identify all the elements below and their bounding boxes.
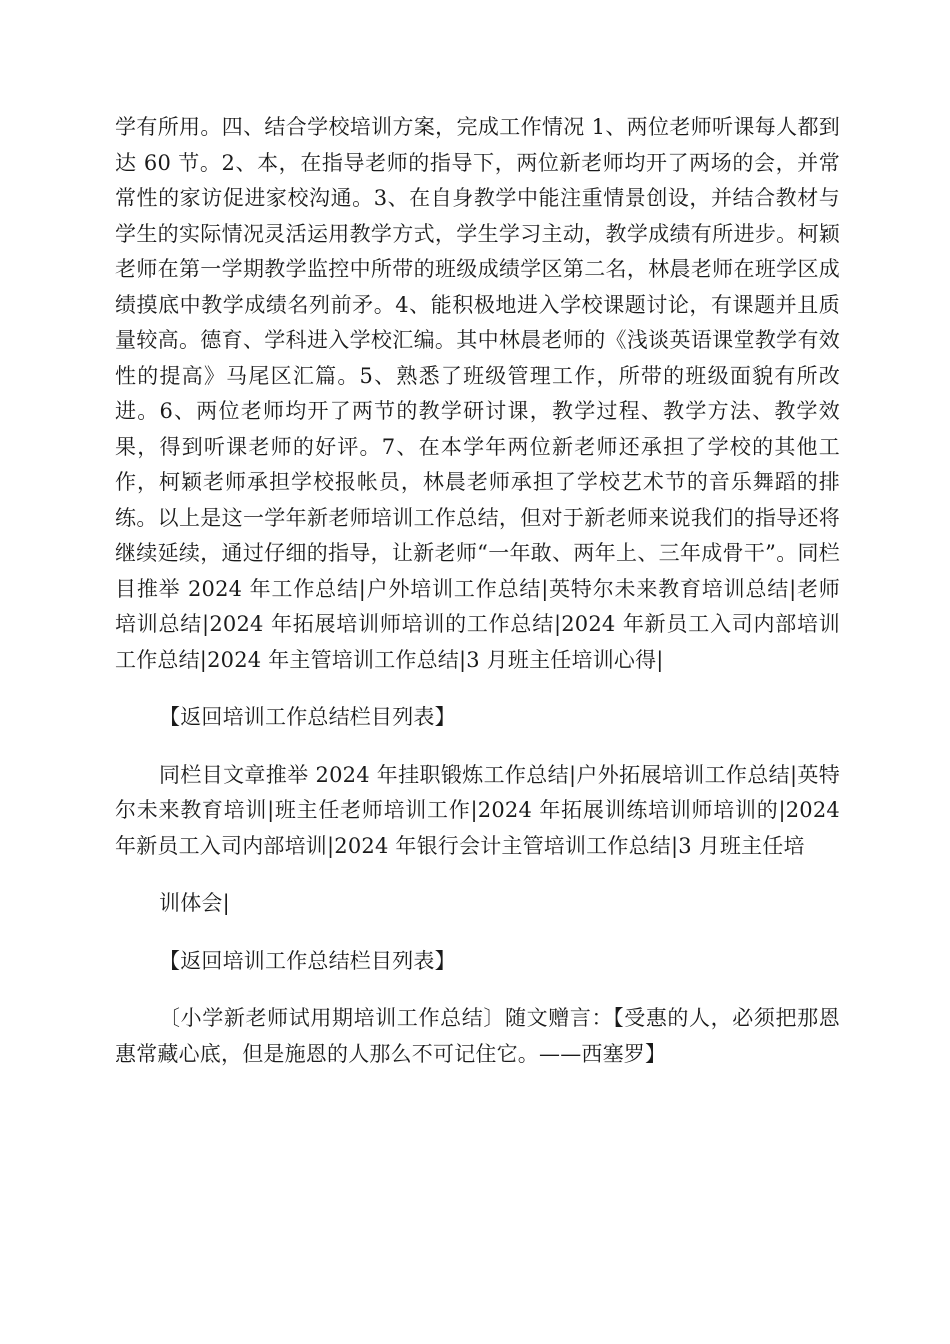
paragraph-return-link-2: 【返回培训工作总结栏目列表】 [159, 948, 456, 973]
paragraph-training-summary-body: 学有所用。四、结合学校培训方案，完成工作情况 1、两位老师听课每人都到达 60 节。2、本，在指导老师的指导下，两位新老师均开了两场的会，并常常性的家访促进家校沟通。3、在自身教学中能注重情景创设，并结合教材与学生的实际情况灵活运用教学方式，学生学习主动，教学成绩有所进步。柯颖老师在第一学期教学监控中所带的班级成绩学区第二名，林晨老师在班学区成绩摸底中教学成绩名列前矛。4、能积极地进入学校课题讨论，有课题并且质量较高。德育、学科进入学校汇编。其中林晨老师的《浅谈英语课堂教学有效性的提高》马尾区汇篇。5、熟悉了班级管理工作，所带的班级面貌有所改进。6、两位老师均开了两节的教学研讨课，教学过程、教学方法、教学效果，得到听课老师的好评。7、在本学年两位新老师还承担了学校的其他工作，柯颖老师承担学校报帐员，林晨老师承担了学校艺术节的音乐舞蹈的排练。以上是这一学年新老师培训工作总结，但对于新老师来说我们的指导还将继续延续，通过仔细的指导，让新老师“一年敢、两年上、三年成骨干”。同栏目推举 2024 年工作总结|户外培训工作总结|英特尔未来教育培训总结|老师培训总结|2024 年拓展培训师培训的工作总结|2024 年新员工入司内部培训工作总结|2024 年主管培训工作总结|3 月班主任培训心得| [115, 115, 840, 672]
paragraph-related-articles: 同栏目文章推举 2024 年挂职锻炼工作总结|户外拓展培训工作总结|英特尔未来教育培训|班主任老师培训工作|2024 年拓展训练培训师培训的|2024 年新员工入司内部培训|2024 年银行会计主管培训工作总结|3 月班主任培 [115, 762, 840, 858]
paragraph-return-link-1: 【返回培训工作总结栏目列表】 [159, 705, 456, 729]
document-page [115, 110, 840, 1072]
paragraph-closing-quote: 〔小学新老师试用期培训工作总结〕随文赠言：【受惠的人，必须把那恩惠常藏心底，但是施恩的人那么不可记住它。——西塞罗】 [115, 1006, 840, 1066]
paragraph-related-articles-tail: 训体会| [159, 891, 230, 915]
